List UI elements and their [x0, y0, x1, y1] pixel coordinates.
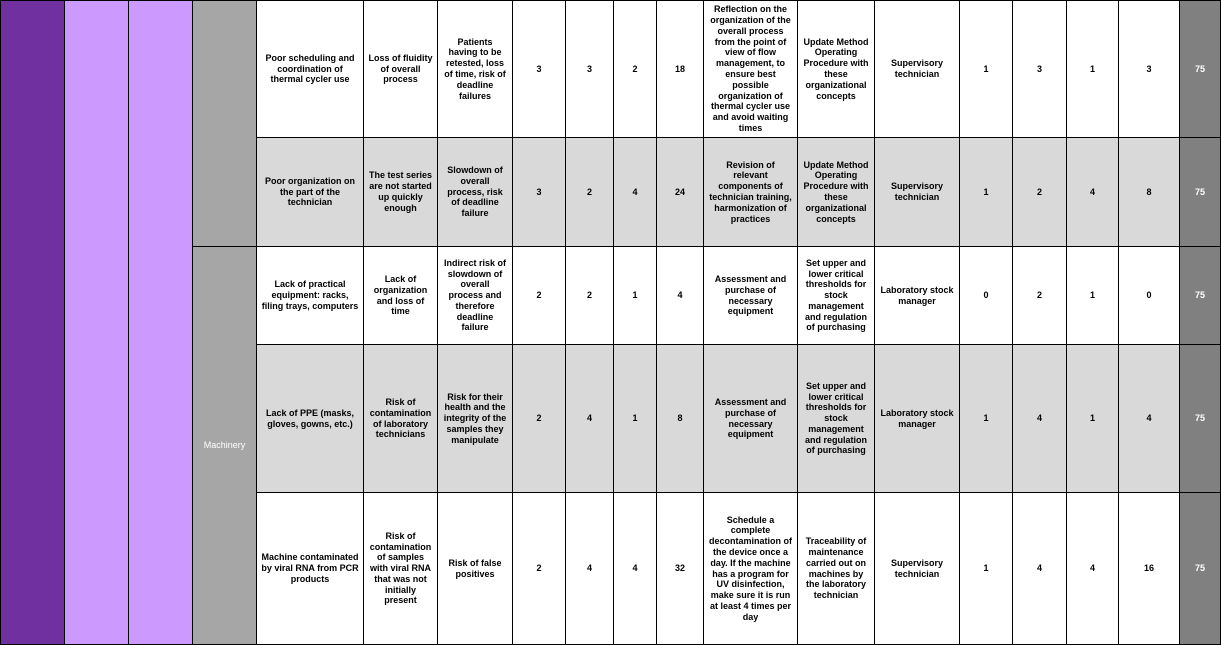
responsible-cell: Supervisory technician	[875, 138, 960, 247]
severity-after-cell: 1	[960, 1, 1013, 138]
occurrence-after-cell: 4	[1013, 345, 1067, 493]
severity-cell: 3	[513, 1, 566, 138]
table-row	[1, 1, 1221, 138]
score-cell: 75	[1180, 247, 1221, 345]
consequence-cell: Patients having to be retested, loss of time, risk of deadline failures	[438, 1, 513, 138]
responsible-cell: Laboratory stock manager	[875, 247, 960, 345]
occurrence-after-cell: 2	[1013, 247, 1067, 345]
effect-cell: Lack of organization and loss of time	[364, 247, 438, 345]
effect-cell: Loss of fluidity of overall process	[364, 1, 438, 138]
score-cell: 75	[1180, 138, 1221, 247]
consequence-cell: Slowdown of overall process, risk of deadline failure	[438, 138, 513, 247]
rpn-cell: 24	[657, 138, 704, 247]
measure-cell: Update Method Operating Procedure with these organizational concepts	[798, 138, 875, 247]
action-cell: Assessment and purchase of necessary equipment	[704, 345, 798, 493]
occurrence-after-cell: 3	[1013, 1, 1067, 138]
detection-cell: 4	[614, 138, 657, 247]
rpn-cell: 4	[657, 247, 704, 345]
occurrence-cell: 4	[566, 345, 614, 493]
measure-cell: Set upper and lower critical thresholds for stock management and regulation of purchasing	[798, 247, 875, 345]
detection-after-cell: 4	[1067, 493, 1119, 645]
detection-cell: 4	[614, 493, 657, 645]
score-cell: 75	[1180, 345, 1221, 493]
severity-cell: 2	[513, 493, 566, 645]
failure-mode-cell: Poor scheduling and coordination of thermal cycler use	[257, 1, 364, 138]
category-cell	[193, 1, 257, 247]
detection-after-cell: 4	[1067, 138, 1119, 247]
occurrence-cell: 2	[566, 138, 614, 247]
severity-cell: 3	[513, 138, 566, 247]
responsible-cell: Supervisory technician	[875, 1, 960, 138]
detection-after-cell: 1	[1067, 1, 1119, 138]
action-cell: Schedule a complete decontamination of the device once a day. If the machine has a program for UV disinfection, make sure it is run at least 4 times per day	[704, 493, 798, 645]
failure-mode-cell: Poor organization on the part of the technician	[257, 138, 364, 247]
measure-cell: Traceability of maintenance carried out on machines by the laboratory technician	[798, 493, 875, 645]
sub-step-column	[65, 1, 129, 645]
action-cell: Revision of relevant components of technician training, harmonization of practices	[704, 138, 798, 247]
occurrence-cell: 2	[566, 247, 614, 345]
severity-after-cell: 0	[960, 247, 1013, 345]
score-cell: 75	[1180, 1, 1221, 138]
severity-after-cell: 1	[960, 345, 1013, 493]
detection-after-cell: 1	[1067, 247, 1119, 345]
severity-after-cell: 1	[960, 493, 1013, 645]
severity-cell: 2	[513, 247, 566, 345]
process-step-column	[1, 1, 65, 645]
rpn-after-cell: 16	[1119, 493, 1180, 645]
rpn-cell: 18	[657, 1, 704, 138]
occurrence-after-cell: 4	[1013, 493, 1067, 645]
consequence-cell: Risk for their health and the integrity of the samples they manipulate	[438, 345, 513, 493]
measure-cell: Update Method Operating Procedure with these organizational concepts	[798, 1, 875, 138]
rpn-after-cell: 8	[1119, 138, 1180, 247]
effect-cell: The test series are not started up quickly enough	[364, 138, 438, 247]
rpn-after-cell: 0	[1119, 247, 1180, 345]
rpn-cell: 32	[657, 493, 704, 645]
rpn-after-cell: 4	[1119, 345, 1180, 493]
action-cell: Assessment and purchase of necessary equipment	[704, 247, 798, 345]
severity-after-cell: 1	[960, 138, 1013, 247]
responsible-cell: Laboratory stock manager	[875, 345, 960, 493]
occurrence-after-cell: 2	[1013, 138, 1067, 247]
consequence-cell: Risk of false positives	[438, 493, 513, 645]
measure-cell: Set upper and lower critical thresholds for stock management and regulation of purchasing	[798, 345, 875, 493]
occurrence-cell: 4	[566, 493, 614, 645]
action-cell: Reflection on the organization of the overall process from the point of view of flow management, to ensure best possible organization of thermal cycler use and avoid waiting times	[704, 1, 798, 138]
rpn-after-cell: 3	[1119, 1, 1180, 138]
failure-mode-cell: Lack of PPE (masks, gloves, gowns, etc.)	[257, 345, 364, 493]
activity-column	[129, 1, 193, 645]
score-cell: 75	[1180, 493, 1221, 645]
severity-cell: 2	[513, 345, 566, 493]
category-cell-machinery: Machinery	[193, 247, 257, 645]
consequence-cell: Indirect risk of slowdown of overall process and therefore deadline failure	[438, 247, 513, 345]
failure-mode-cell: Lack of practical equipment: racks, filing trays, computers	[257, 247, 364, 345]
responsible-cell: Supervisory technician	[875, 493, 960, 645]
detection-cell: 1	[614, 247, 657, 345]
effect-cell: Risk of contamination of samples with viral RNA that was not initially present	[364, 493, 438, 645]
rpn-cell: 8	[657, 345, 704, 493]
detection-cell: 1	[614, 345, 657, 493]
effect-cell: Risk of contamination of laboratory technicians	[364, 345, 438, 493]
failure-mode-cell: Machine contaminated by viral RNA from PCR products	[257, 493, 364, 645]
occurrence-cell: 3	[566, 1, 614, 138]
detection-cell: 2	[614, 1, 657, 138]
detection-after-cell: 1	[1067, 345, 1119, 493]
